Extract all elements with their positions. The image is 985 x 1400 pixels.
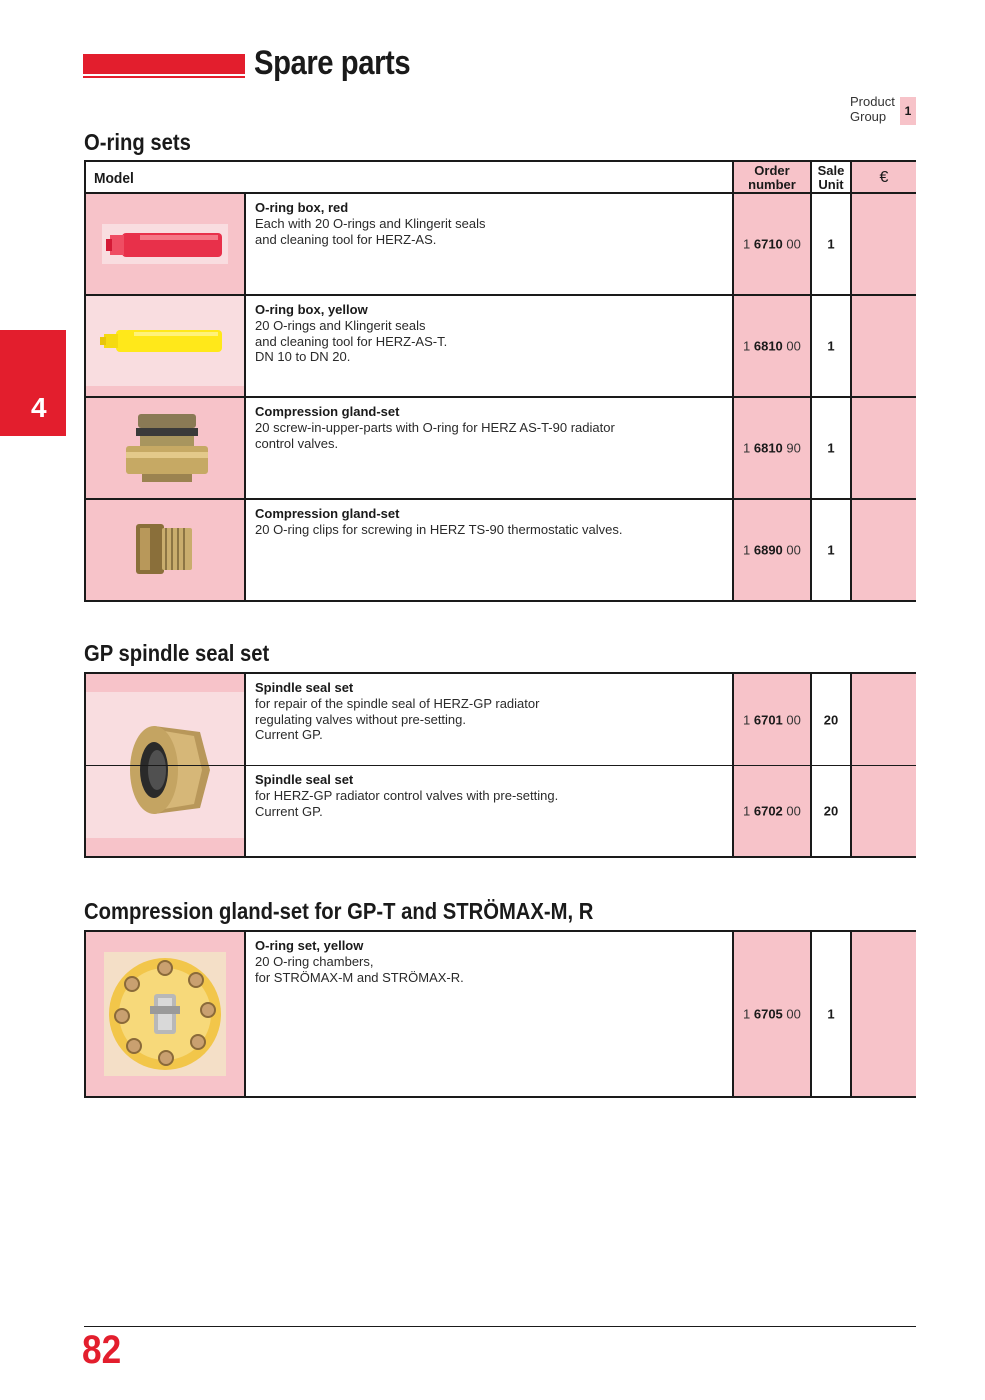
- product-description: [246, 766, 732, 856]
- sale-unit: 20: [823, 712, 839, 727]
- section-title-oring-sets: O-ring sets: [84, 129, 191, 155]
- order-suffix: 00: [786, 338, 801, 354]
- product-group-badge: 1: [900, 97, 916, 125]
- price-cell: [850, 932, 916, 1096]
- sale-unit: 1: [827, 236, 835, 252]
- product-group-label-line2: Group: [850, 109, 887, 124]
- description-line: for STRÖMAX-M and STRÖMAX-R.: [255, 969, 464, 985]
- description-line: 20 O-ring chambers,: [255, 953, 374, 969]
- sale-unit: 1: [827, 338, 835, 354]
- price-cell: [850, 500, 916, 600]
- order-suffix: 00: [786, 1006, 801, 1022]
- gp-spindle-table: [84, 672, 916, 858]
- product-description: [246, 296, 732, 396]
- sale-unit-cell: [810, 766, 850, 856]
- sale-unit-cell: [810, 398, 850, 498]
- sale-unit: 1: [827, 440, 835, 456]
- order-prefix: 1: [743, 803, 751, 819]
- order-number: [734, 804, 810, 819]
- price-cell: [850, 674, 916, 765]
- description-line: 20 screw-in-upper-parts with O-ring for HERZ AS-T-90 radiator: [255, 419, 615, 435]
- product-group-label: [850, 94, 895, 124]
- order-prefix: 1: [743, 1006, 751, 1022]
- product-image-cell: [86, 500, 246, 600]
- order-prefix: 1: [743, 236, 751, 252]
- header-sale-unit: [810, 162, 850, 192]
- order-number-cell: [732, 932, 810, 1096]
- header-accent-line: [83, 76, 245, 78]
- price-cell: [850, 296, 916, 396]
- description-line: Current GP.: [255, 727, 323, 743]
- order-number: [734, 237, 810, 252]
- section-title-stromax: Compression gland-set for GP-T and STRÖMAX-M, R: [84, 898, 594, 924]
- header-order-number: [732, 162, 810, 192]
- table-row: [86, 194, 914, 296]
- order-prefix: 1: [743, 338, 751, 354]
- order-number-cell: [732, 296, 810, 396]
- chapter-tab-number: 4: [31, 392, 47, 423]
- description-line: for HERZ-GP radiator control valves with pre-setting.: [255, 787, 559, 803]
- product-description: [246, 932, 732, 1096]
- header-sale-line1: Sale: [817, 163, 845, 178]
- description-line: for repair of the spindle seal of HERZ-GP radiator: [255, 695, 540, 711]
- order-suffix: 00: [786, 542, 801, 558]
- description-line: regulating valves without pre-setting.: [255, 711, 467, 727]
- description-line: 20 O-rings and Klingerit seals: [255, 317, 426, 333]
- header-sale-line2: Unit: [818, 177, 844, 192]
- page-number: 82: [82, 1328, 122, 1372]
- product-title: Compression gland-set: [255, 506, 400, 521]
- chapter-tab[interactable]: [0, 330, 66, 436]
- description-line: DN 10 to DN 20.: [255, 349, 351, 365]
- product-title: O-ring box, yellow: [255, 302, 368, 317]
- description-line: Each with 20 O-rings and Klingerit seals: [255, 215, 486, 231]
- table-row: [86, 932, 914, 1096]
- sale-unit-cell: [810, 674, 850, 765]
- order-suffix: 00: [786, 236, 801, 252]
- order-main: 6701: [753, 712, 783, 727]
- order-suffix: 00: [786, 803, 801, 819]
- oring-sets-table: [84, 160, 916, 602]
- order-number: [734, 543, 810, 558]
- page-title: Spare parts: [254, 44, 411, 82]
- product-image-cell: [86, 194, 246, 294]
- oring-box-red-image: [100, 224, 230, 264]
- product-title: O-ring set, yellow: [255, 938, 364, 953]
- product-image-cell: [86, 398, 246, 498]
- sale-unit-cell: [810, 932, 850, 1096]
- oring-clip-image: [132, 514, 202, 586]
- order-suffix: 90: [786, 440, 801, 456]
- product-image-cell: [86, 932, 246, 1096]
- table-row: [86, 674, 914, 766]
- order-main: 6890: [753, 542, 783, 558]
- description-line: Current GP.: [255, 803, 323, 819]
- product-description: [246, 674, 732, 765]
- order-number: [734, 1007, 810, 1022]
- order-number-cell: [732, 766, 810, 856]
- sale-unit-cell: [810, 194, 850, 294]
- compression-gland-image: [122, 412, 212, 484]
- description-line: control valves.: [255, 435, 339, 451]
- product-title: Spindle seal set: [255, 772, 354, 787]
- footer-rule: [84, 1326, 916, 1327]
- product-description: [246, 398, 732, 498]
- sale-unit: 1: [827, 542, 835, 558]
- table-row: [86, 296, 914, 398]
- header-price: €: [850, 162, 916, 192]
- table-header: [86, 162, 914, 194]
- price-cell: [850, 194, 916, 294]
- order-number: [734, 339, 810, 354]
- oring-box-yellow-image: [98, 324, 238, 360]
- oring-set-yellow-image: [106, 954, 224, 1074]
- order-number-cell: [732, 194, 810, 294]
- table-row: [86, 398, 914, 500]
- table-row: [86, 500, 914, 600]
- stromax-table: [84, 930, 916, 1098]
- order-main: 6810: [753, 338, 783, 354]
- order-main: 6810: [753, 440, 783, 456]
- sale-unit-cell: [810, 296, 850, 396]
- section-title-gp-spindle: GP spindle seal set: [84, 640, 270, 666]
- order-number: [734, 441, 810, 456]
- product-group-label-line1: Product: [850, 94, 895, 109]
- order-main: 6705: [753, 1006, 783, 1022]
- header-order-line1: Order: [754, 163, 790, 178]
- sale-unit: 20: [823, 803, 839, 819]
- order-number-cell: [732, 674, 810, 765]
- product-title: Compression gland-set: [255, 404, 400, 419]
- price-cell: [850, 766, 916, 856]
- product-title: O-ring box, red: [255, 200, 349, 215]
- table-row: [86, 766, 914, 856]
- order-main: 6702: [753, 803, 783, 819]
- order-suffix: 00: [786, 712, 801, 727]
- order-number: [734, 712, 810, 727]
- description-line: and cleaning tool for HERZ-AS-T.: [255, 333, 448, 349]
- sale-unit: 1: [827, 1006, 835, 1022]
- order-main: 6710: [753, 236, 783, 252]
- sale-unit-cell: [810, 500, 850, 600]
- product-description: [246, 500, 732, 600]
- order-number-cell: [732, 398, 810, 498]
- product-title: Spindle seal set: [255, 680, 354, 695]
- description-line: and cleaning tool for HERZ-AS.: [255, 231, 437, 247]
- product-description: [246, 194, 732, 294]
- description-line: 20 O-ring clips for screwing in HERZ TS-90 thermostatic valves.: [255, 521, 623, 537]
- order-prefix: 1: [743, 542, 751, 558]
- product-image-cell: [86, 296, 246, 396]
- header-order-line2: number: [748, 177, 796, 192]
- header-model: Model: [94, 170, 134, 187]
- header-accent-bar: [83, 54, 245, 74]
- order-prefix: 1: [743, 440, 751, 456]
- order-number-cell: [732, 500, 810, 600]
- order-prefix: 1: [743, 712, 751, 727]
- price-cell: [850, 398, 916, 498]
